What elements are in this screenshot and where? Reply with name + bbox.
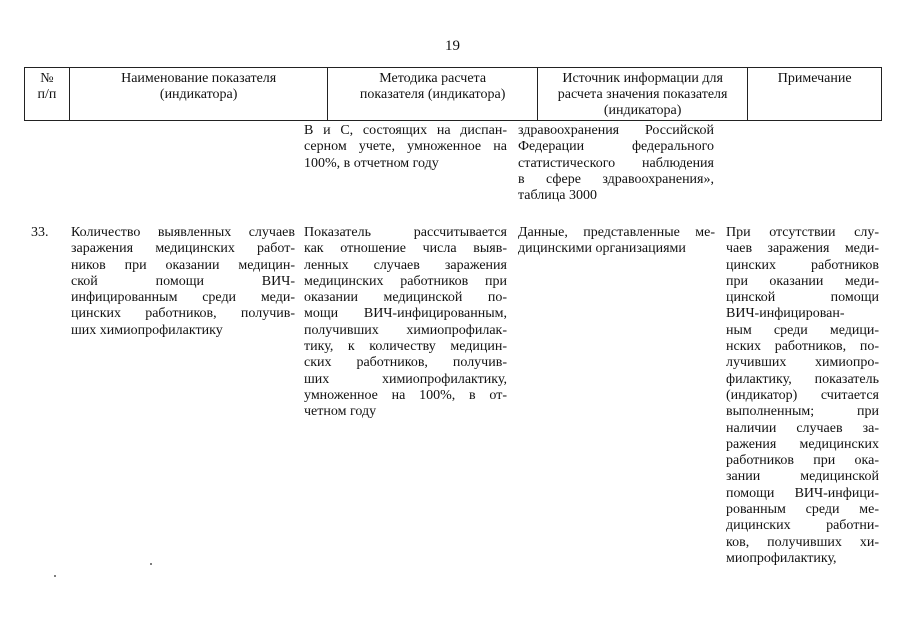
text-line: При отсутствии слу- <box>726 225 879 240</box>
text-line: оказании медицинской по- <box>304 290 507 306</box>
text-line: (индикатор) считается <box>726 387 879 403</box>
text-line: наличии случаев за- <box>726 420 879 436</box>
scan-speck <box>150 563 152 565</box>
row-name <box>71 225 295 339</box>
text-line: ших химиопрофилактику, <box>304 371 507 387</box>
text-line: как отношение числа выяв- <box>304 241 507 257</box>
text-line: четном году <box>304 404 377 420</box>
scan-speck <box>54 575 56 577</box>
text-line: дицинскими организациями <box>518 241 686 257</box>
text-line: ших химиопрофилактику <box>71 322 223 338</box>
text-line: 100%, в отчетном году <box>304 155 439 171</box>
table-header <box>24 67 882 121</box>
text-line: рованным среди ме- <box>726 502 879 518</box>
text-line: миопрофилактику, <box>726 550 837 566</box>
text-line: В и С, состоящих на диспан- <box>304 123 507 138</box>
text-line: Данные, представленные ме- <box>518 225 715 240</box>
text-line: ВИЧ-инфицирован- <box>726 306 845 322</box>
page-number: 19 <box>445 38 460 54</box>
text-line: таблица 3000 <box>518 188 597 204</box>
text-line: цинских работников <box>726 257 879 273</box>
text-line: нских работников, по- <box>726 339 879 355</box>
text-line: здравоохранения Российской <box>518 123 714 138</box>
text-line: ников при оказании медицин- <box>71 257 295 273</box>
text-line: чаев заражения меди- <box>726 241 879 257</box>
text-line: ков, получивших хи- <box>726 534 879 550</box>
text-line: выполненным; при <box>726 404 879 420</box>
text-line: при оказании меди- <box>726 273 879 289</box>
continuation-source <box>518 123 714 204</box>
text-line: Показатель рассчитывается <box>304 225 507 240</box>
text-line: инфицированным среди меди- <box>71 290 295 306</box>
text-line: Федерации федерального <box>518 139 714 155</box>
header-source: Источник информации для расчета значения показателя (индикатора) <box>537 68 747 120</box>
header-note: Примечание <box>747 68 881 120</box>
text-line: статистического наблюдения <box>518 155 714 171</box>
text-line: ской помощи ВИЧ- <box>71 273 295 289</box>
text-line: умноженное на 100%, в от- <box>304 387 507 403</box>
text-line: цинских работников, получив- <box>71 306 295 322</box>
header-method: Методика расчета показателя (индикатора) <box>327 68 537 120</box>
text-line: медицинских работников при <box>304 273 507 289</box>
text-line: в сфере здравоохранения», <box>518 171 714 187</box>
header-name: Наименование показателя (индикатора) <box>69 68 327 120</box>
text-line: филактику, показатель <box>726 371 879 387</box>
text-line: дицинских работни- <box>726 518 879 534</box>
text-line: лучивших химиопро- <box>726 355 879 371</box>
text-line: заражения медицинских работ- <box>71 241 295 257</box>
row-source <box>518 225 715 258</box>
text-line: серном учете, умноженное на <box>304 139 507 155</box>
text-line: ских работников, получив- <box>304 355 507 371</box>
row-number: 33. <box>31 225 49 240</box>
text-line: работников при ока- <box>726 453 879 469</box>
text-line: цинской помощи <box>726 290 879 306</box>
continuation-method <box>304 123 507 172</box>
text-line: ражения медицинских <box>726 436 879 452</box>
text-line: зании медицинской <box>726 469 879 485</box>
text-line: мощи ВИЧ-инфицированным, <box>304 306 507 322</box>
row-method <box>304 225 507 421</box>
text-line: Количество выявленных случаев <box>71 225 295 240</box>
text-line: получивших химиопрофилак- <box>304 322 507 338</box>
text-line: ным среди медици- <box>726 322 879 338</box>
text-line: тику, к количеству медицин- <box>304 339 507 355</box>
text-line: ленных случаев заражения <box>304 257 507 273</box>
text-line: помощи ВИЧ-инфици- <box>726 485 879 501</box>
header-num: № п/п <box>37 71 57 102</box>
row-note <box>726 225 879 567</box>
